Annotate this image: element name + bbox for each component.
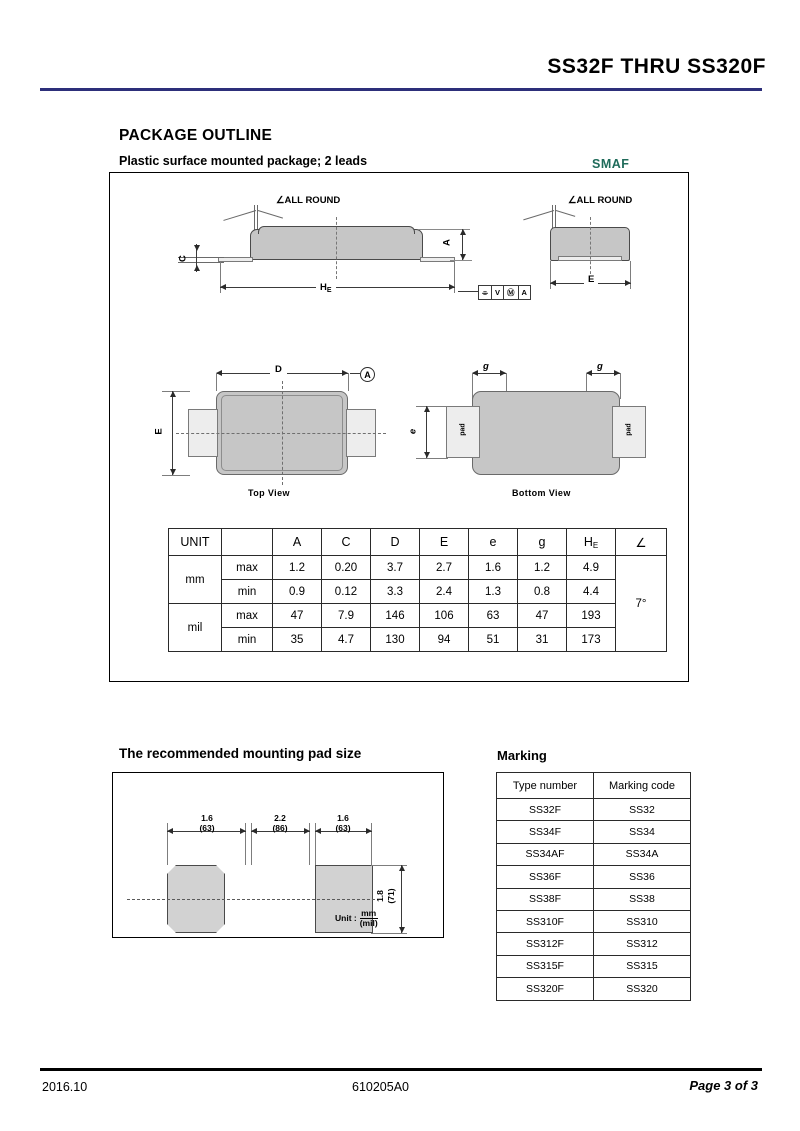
dim-cell: 3.3 [371, 580, 420, 604]
bottom-view-drawing [407, 353, 680, 503]
dim-cell: 0.12 [322, 580, 371, 604]
dim-minmax: min [222, 628, 273, 652]
dim-cell: 0.20 [322, 556, 371, 580]
page-header-title: SS32F THRU SS320F [547, 55, 766, 78]
table-row [497, 821, 691, 843]
dimension-label-he [316, 277, 336, 295]
dim-cell: 0.9 [273, 580, 322, 604]
dim-cell: 31 [518, 628, 567, 652]
fcf-material-modifier: Ⓜ [504, 286, 519, 299]
pad-dim-3-mm: 1.6 [337, 813, 349, 823]
table-row [169, 580, 667, 604]
top-view-drawing [153, 353, 440, 503]
dim-header-a: A [273, 529, 322, 556]
table-row [497, 799, 691, 821]
dimension-label-a: A [441, 239, 453, 246]
dim-angle-value: 7° [616, 556, 667, 652]
table-row [169, 628, 667, 652]
marking-code: SS36 [594, 866, 691, 888]
marking-code: SS312 [594, 933, 691, 955]
pad-dim-3-mil: (63) [335, 823, 351, 833]
dim-cell: 1.2 [273, 556, 322, 580]
footer-document-number: 610205A0 [352, 1080, 410, 1094]
dimension-label-e-end: E [584, 274, 598, 285]
top-view-centerline-h [176, 433, 386, 434]
dim-cell: 47 [518, 604, 567, 628]
dim-cell: 47 [273, 604, 322, 628]
dim-header-e-lower: e [469, 529, 518, 556]
mounting-unit-note [335, 909, 378, 928]
marking-code: SS310 [594, 910, 691, 932]
marking-type: SS312F [497, 933, 594, 955]
he-subscript: E [326, 287, 332, 294]
dim-cell: 3.7 [371, 556, 420, 580]
table-row [497, 910, 691, 932]
marking-type: SS310F [497, 910, 594, 932]
dim-cell: 35 [273, 628, 322, 652]
pad-dim-1-mil: (63) [199, 823, 215, 833]
end-view-centerline [590, 217, 591, 279]
marking-code: SS34A [594, 843, 691, 865]
dim-cell: 193 [567, 604, 616, 628]
dim-header-unit: UNIT [169, 529, 222, 556]
marking-code: SS320 [594, 978, 691, 1000]
dim-unit-mm: mm [169, 556, 222, 604]
bottom-view-name: Bottom View [512, 488, 571, 498]
header-divider-rule [40, 88, 762, 91]
marking-code: SS34 [594, 821, 691, 843]
end-view-drawing [460, 173, 680, 323]
dim-minmax: max [222, 556, 273, 580]
he-letter: H [320, 282, 327, 293]
dim-cell: 173 [567, 628, 616, 652]
dim-unit-mil: mil [169, 604, 222, 652]
unit-label: Unit : [335, 913, 357, 924]
dim-header-g: g [518, 529, 567, 556]
mounting-centerline [127, 899, 375, 900]
pad-label-right: pad [625, 423, 633, 436]
dimension-label-e-top: E [154, 425, 165, 439]
marking-type: SS36F [497, 866, 594, 888]
marking-heading: Marking [497, 748, 547, 763]
footer-page-number: Page 3 of 3 [689, 1078, 758, 1093]
pad-dim-2-mil: (86) [272, 823, 288, 833]
dim-cell: 63 [469, 604, 518, 628]
all-round-label-end: ∠ALL ROUND [568, 195, 633, 206]
mounting-pad-heading: The recommended mounting pad size [119, 746, 362, 761]
dim-header-he-sub: E [592, 540, 599, 550]
dim-cell: 1.6 [469, 556, 518, 580]
mounting-pad-drawing-box [112, 772, 444, 938]
pad-dimension-3 [318, 813, 368, 833]
table-row [169, 604, 667, 628]
dim-cell: 1.2 [518, 556, 567, 580]
marking-table [496, 772, 691, 1001]
unit-numerator: mm [361, 908, 377, 918]
dim-table-header-row [169, 529, 667, 556]
dim-header-he [567, 529, 616, 556]
table-row [169, 556, 667, 580]
dim-cell: 0.8 [518, 580, 567, 604]
footer-date: 2016.10 [42, 1080, 88, 1094]
footer-divider-rule [40, 1068, 762, 1071]
marking-type: SS34F [497, 821, 594, 843]
top-view-name: Top View [248, 488, 290, 498]
dim-header-d: D [371, 529, 420, 556]
pad-label-left: pad [459, 423, 467, 436]
marking-code: SS32 [594, 799, 691, 821]
pad-dimension-1 [182, 813, 232, 833]
dim-cell: 2.7 [420, 556, 469, 580]
dimension-label-c: C [177, 255, 189, 262]
dim-cell: 4.4 [567, 580, 616, 604]
dimension-table [168, 528, 667, 652]
pad-dim-1-mm: 1.6 [201, 813, 213, 823]
top-view-centerline-v [282, 381, 283, 485]
dimension-label-g-left: g [483, 361, 489, 372]
marking-type: SS34AF [497, 843, 594, 865]
dim-header-blank [222, 529, 273, 556]
package-subtitle: Plastic surface mounted package; 2 leads [119, 154, 368, 168]
unit-denominator: (mil) [359, 917, 378, 928]
package-outline-heading: PACKAGE OUTLINE [119, 127, 273, 144]
smaf-package-label: SMAF [592, 157, 630, 171]
dim-cell: 130 [371, 628, 420, 652]
marking-header-code: Marking code [594, 773, 691, 799]
side-view-drawing [110, 173, 527, 323]
bottom-view-body [472, 391, 620, 475]
datum-a-symbol: A [360, 367, 375, 382]
dim-minmax: min [222, 580, 273, 604]
table-row [497, 843, 691, 865]
pad-dim-2-mm: 2.2 [274, 813, 286, 823]
dim-header-he-letter: H [583, 534, 593, 549]
marking-header-type: Type number [497, 773, 594, 799]
pad-dimension-2 [255, 813, 305, 833]
pad-height-mm: 1.8 [375, 890, 385, 902]
marking-code: SS315 [594, 955, 691, 977]
dim-cell: 146 [371, 604, 420, 628]
dim-cell: 94 [420, 628, 469, 652]
fcf-datum-reference: A [521, 288, 527, 297]
side-view-centerline [336, 217, 337, 279]
dim-minmax: max [222, 604, 273, 628]
table-row [497, 933, 691, 955]
dimension-label-d: D [270, 364, 287, 375]
dim-cell: 4.7 [322, 628, 371, 652]
pad-height-mil: (71) [386, 888, 396, 904]
table-row [497, 866, 691, 888]
marking-header-row [497, 773, 691, 799]
fcf-tolerance: V [492, 286, 504, 299]
marking-type: SS38F [497, 888, 594, 910]
dim-cell: 1.3 [469, 580, 518, 604]
fcf-symmetry-symbol: ⌯ [479, 286, 492, 299]
dim-cell: 51 [469, 628, 518, 652]
all-round-label-side: ∠ALL ROUND [276, 195, 341, 206]
dim-header-angle: ∠ [616, 529, 667, 556]
dimension-label-e-bottom: e [408, 425, 419, 439]
dim-cell: 7.9 [322, 604, 371, 628]
unit-fraction [360, 909, 378, 928]
marking-type: SS32F [497, 799, 594, 821]
dim-cell: 2.4 [420, 580, 469, 604]
marking-code: SS38 [594, 888, 691, 910]
marking-type: SS315F [497, 955, 594, 977]
dim-header-e-upper: E [420, 529, 469, 556]
table-row [497, 978, 691, 1000]
table-row [497, 888, 691, 910]
table-row [497, 955, 691, 977]
dimension-label-g-right: g [597, 361, 603, 372]
dim-cell: 106 [420, 604, 469, 628]
dim-header-c: C [322, 529, 371, 556]
dim-cell: 4.9 [567, 556, 616, 580]
marking-type: SS320F [497, 978, 594, 1000]
